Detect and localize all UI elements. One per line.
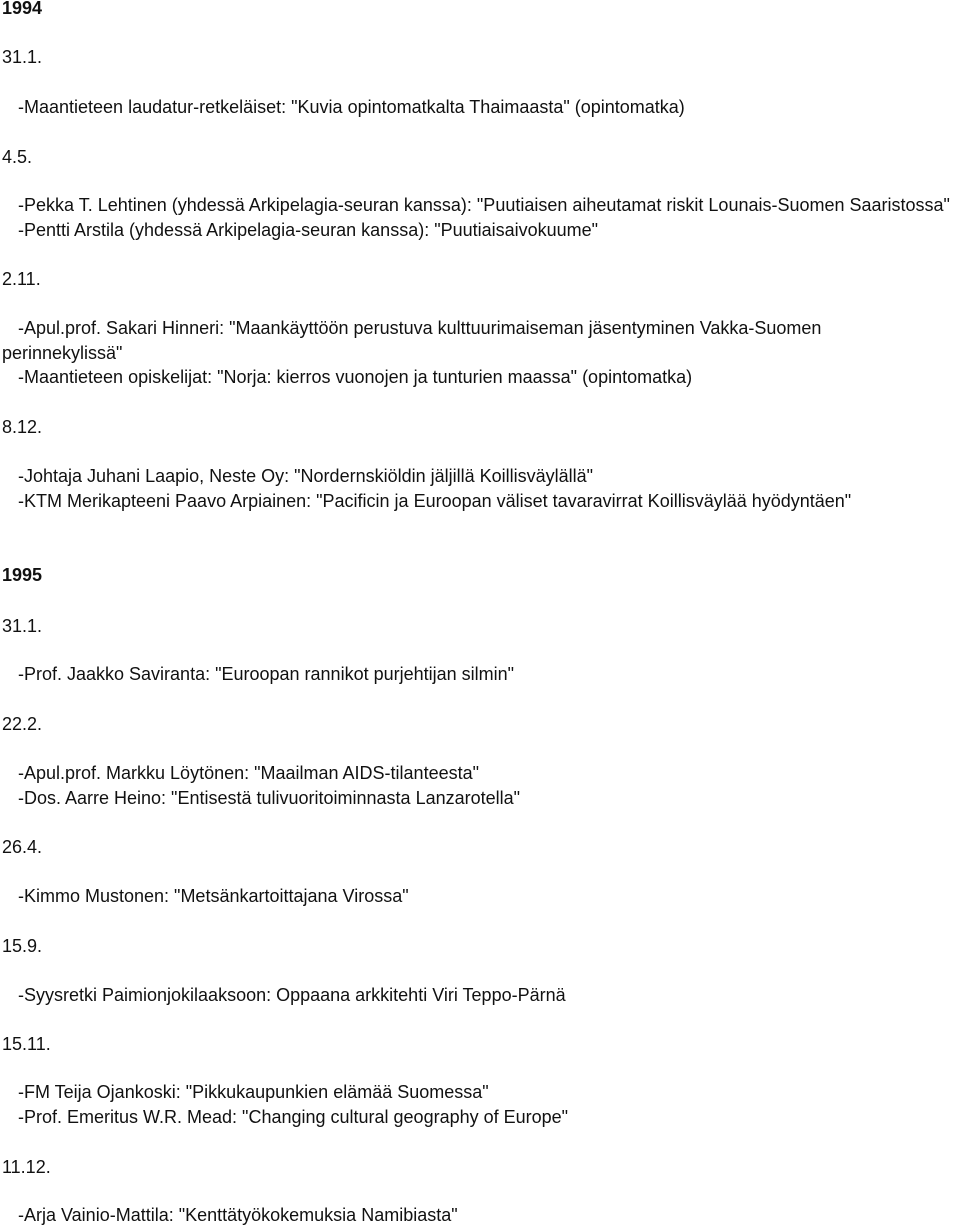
event-entry: -Maantieteen opiskelijat: "Norja: kierros vuonojen ja tunturien maassa" (opintomatka) [18, 367, 693, 387]
event-entry: -Syysretki Paimionjokilaaksoon: Oppaana arkkitehti Viri Teppo-Pärnä [18, 985, 566, 1005]
event-date: 22.2. [2, 714, 43, 734]
event-date: 15.9. [2, 936, 43, 956]
event-entry: -Apul.prof. Markku Löytönen: "Maailman AIDS-tilanteesta" [18, 763, 479, 783]
year-heading: 1995 [2, 565, 43, 585]
event-date: 2.11. [2, 269, 41, 289]
event-entry: -FM Teija Ojankoski: "Pikkukaupunkien elämää Suomessa" [18, 1082, 489, 1102]
event-entry: -Johtaja Juhani Laapio, Neste Oy: "Nordernskiöldin jäljillä Koillisväylällä" [18, 466, 594, 486]
event-entry: -Kimmo Mustonen: "Metsänkartoittajana Virossa" [18, 886, 409, 906]
event-entry: -Prof. Jaakko Saviranta: "Euroopan rannikot purjehtijan silmin" [18, 664, 515, 684]
event-entry: -Prof. Emeritus W.R. Mead: "Changing cultural geography of Europe" [18, 1107, 569, 1127]
event-date: 15.11. [2, 1034, 51, 1054]
event-date: 26.4. [2, 837, 43, 857]
event-entry: -Pentti Arstila (yhdessä Arkipelagia-seuran kanssa): "Puutiaisaivokuume" [18, 220, 599, 240]
event-entry: -Pekka T. Lehtinen (yhdessä Arkipelagia-seuran kanssa): "Puutiaisen aiheutamat riskit Lounais-Suomen Saaristossa" [18, 195, 950, 215]
event-date: 31.1. [2, 47, 43, 67]
event-entry: -Arja Vainio-Mattila: "Kenttätyökokemuksia Namibiasta" [18, 1205, 458, 1225]
event-date: 31.1. [2, 616, 43, 636]
event-date: 4.5. [2, 147, 33, 167]
event-entry-continuation: perinnekylissä" [2, 343, 123, 363]
event-date: 11.12. [2, 1157, 51, 1177]
event-date: 8.12. [2, 417, 43, 437]
event-entry: -Apul.prof. Sakari Hinneri: "Maankäyttöön perustuva kulttuurimaiseman jäsentyminen Vakka-Suomen [18, 318, 822, 338]
event-entry: -Maantieteen laudatur-retkeläiset: "Kuvia opintomatkalta Thaimaasta" (opintomatka) [18, 97, 685, 117]
event-entry: -KTM Merikapteeni Paavo Arpiainen: "Pacificin ja Euroopan väliset tavaravirrat Koillisväylää hyödyntäen" [18, 491, 852, 511]
year-heading: 1994 [2, 0, 43, 18]
event-entry: -Dos. Aarre Heino: "Entisestä tulivuoritoiminnasta Lanzarotella" [18, 788, 521, 808]
